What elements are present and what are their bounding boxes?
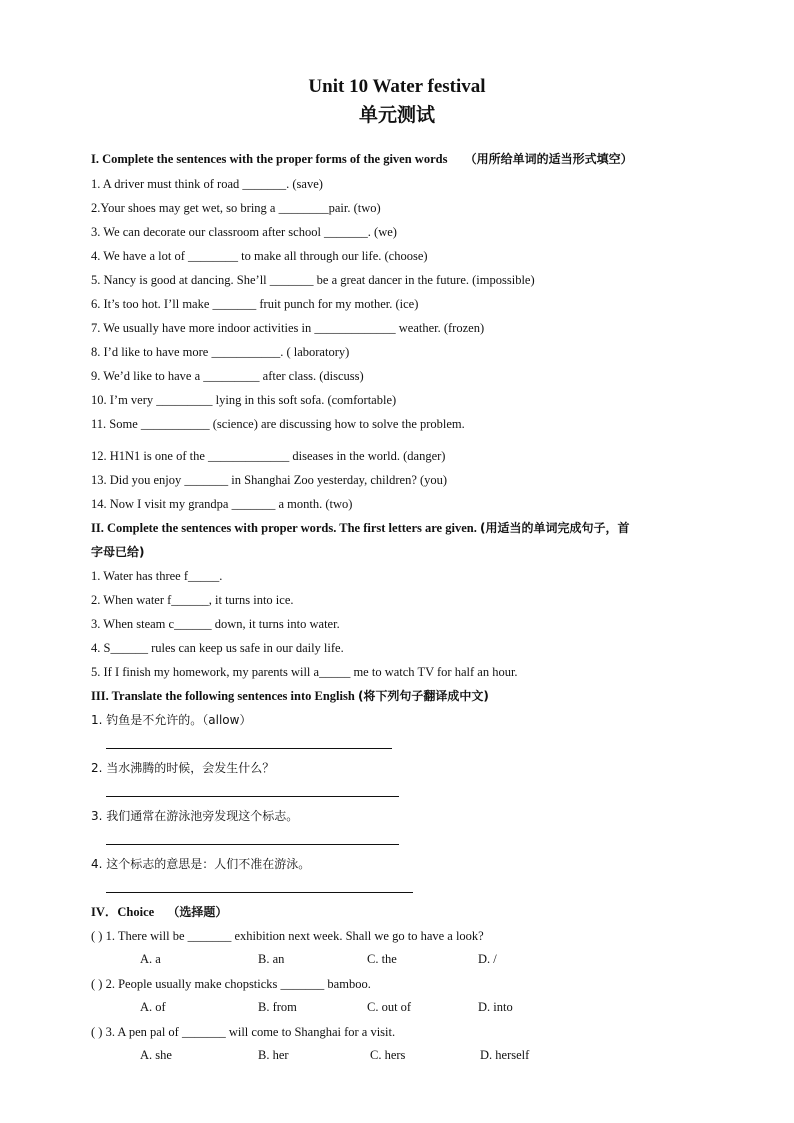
choice-3-option-d[interactable]: D. herself bbox=[480, 1048, 530, 1062]
section1-item-9: 9. We’d like to have a _________ after class. (discuss) bbox=[91, 369, 364, 383]
section3-item-2: 2. 当水沸腾的时候，会发生什么？ bbox=[91, 761, 275, 775]
section4-heading-en: IV．Choice bbox=[91, 905, 155, 919]
choice-1-option-b[interactable]: B. an bbox=[258, 952, 285, 966]
section2-item-1: 1. Water has three f_____. bbox=[91, 569, 223, 583]
choice-2-option-d[interactable]: D. into bbox=[478, 1000, 513, 1014]
section2-heading-en: II. Complete the sentences with proper words. The first letters are given. bbox=[91, 521, 477, 535]
answer-line-3[interactable] bbox=[106, 844, 399, 845]
section3-item-1: 1. 钓鱼是不允许的。（allow） bbox=[91, 713, 252, 727]
section2-item-4: 4. S______ rules can keep us safe in our daily life. bbox=[91, 641, 344, 655]
choice-3-option-c[interactable]: C. hers bbox=[370, 1048, 406, 1062]
section3-heading-en: III. Translate the following sentences into English bbox=[91, 689, 355, 703]
choice-question-2: ( ) 2. People usually make chopsticks _______ bamboo. bbox=[91, 977, 371, 991]
choice-1-option-d[interactable]: D. / bbox=[478, 952, 497, 966]
section1-item-4: 4. We have a lot of ________ to make all through our life. (choose) bbox=[91, 249, 428, 263]
answer-line-1[interactable] bbox=[106, 748, 392, 749]
answer-line-4[interactable] bbox=[106, 892, 413, 893]
section3-item-3: 3. 我们通常在游泳池旁发现这个标志。 bbox=[91, 809, 299, 823]
choice-1-option-c[interactable]: C. the bbox=[367, 952, 397, 966]
choice-2-option-b[interactable]: B. from bbox=[258, 1000, 297, 1014]
section2-heading-cn-2: 字母已给) bbox=[91, 545, 145, 559]
section1-item-14: 14. Now I visit my grandpa _______ a month. (two) bbox=[91, 497, 353, 511]
choice-question-1: ( ) 1. There will be _______ exhibition next week. Shall we go to have a look? bbox=[91, 929, 484, 943]
section1-heading-cn: （用所给单词的适当形式填空） bbox=[464, 152, 633, 166]
section1-item-13: 13. Did you enjoy _______ in Shanghai Zoo yesterday, children? (you) bbox=[91, 473, 448, 487]
section3-item-4: 4. 这个标志的意思是：人们不准在游泳。 bbox=[91, 857, 311, 871]
section3-heading-cn: (将下列句子翻译成中文) bbox=[357, 689, 489, 703]
section1-heading-en: I. Complete the sentences with the proper forms of the given words bbox=[91, 152, 448, 166]
section3-heading bbox=[91, 688, 489, 704]
section1-item-6: 6. It’s too hot. I’ll make _______ fruit punch for my mother. (ice) bbox=[91, 297, 419, 311]
choice-question-3: ( ) 3. A pen pal of _______ will come to Shanghai for a visit. bbox=[91, 1025, 396, 1039]
section1-item-11: 11. Some ___________ (science) are discussing how to solve the problem. bbox=[91, 417, 465, 431]
section1-item-10: 10. I’m very _________ lying in this soft sofa. (comfortable) bbox=[91, 393, 397, 407]
section2-heading bbox=[91, 520, 629, 536]
section1-item-8: 8. I’d like to have more ___________. ( laboratory) bbox=[91, 345, 350, 359]
section1-item-2: 2.Your shoes may get wet, so bring a ________pair. (two) bbox=[91, 201, 381, 215]
section1-item-7: 7. We usually have more indoor activities in _____________ weather. (frozen) bbox=[91, 321, 485, 335]
section1-item-3: 3. We can decorate our classroom after school _______. (we) bbox=[91, 225, 397, 239]
section2-item-3: 3. When steam c______ down, it turns into water. bbox=[91, 617, 340, 631]
page-title: Unit 10 Water festival bbox=[308, 76, 486, 97]
answer-line-2[interactable] bbox=[106, 796, 399, 797]
choice-3-option-b[interactable]: B. her bbox=[258, 1048, 289, 1062]
page-subtitle: 单元测试 bbox=[358, 104, 435, 126]
section4-heading-cn: （选择题） bbox=[167, 905, 228, 919]
choice-2-option-c[interactable]: C. out of bbox=[367, 1000, 412, 1014]
section2-item-2: 2. When water f______, it turns into ice. bbox=[91, 593, 294, 607]
section1-item-1: 1. A driver must think of road _______. (save) bbox=[91, 177, 323, 191]
section1-item-5: 5. Nancy is good at dancing. She’ll _______ be a great dancer in the future. (impossible) bbox=[91, 273, 535, 287]
section2-heading-cn: (用适当的单词完成句子，首 bbox=[479, 521, 630, 535]
choice-1-option-a[interactable]: A. a bbox=[140, 952, 161, 966]
section2-item-5: 5. If I finish my homework, my parents will a_____ me to watch TV for half an hour. bbox=[91, 665, 518, 679]
section1-heading bbox=[91, 151, 633, 167]
section4-heading bbox=[91, 904, 227, 920]
section1-item-12: 12. H1N1 is one of the _____________ diseases in the world. (danger) bbox=[91, 449, 446, 463]
choice-2-option-a[interactable]: A. of bbox=[140, 1000, 166, 1014]
section2-heading-cont bbox=[91, 544, 145, 560]
choice-3-option-a[interactable]: A. she bbox=[140, 1048, 172, 1062]
